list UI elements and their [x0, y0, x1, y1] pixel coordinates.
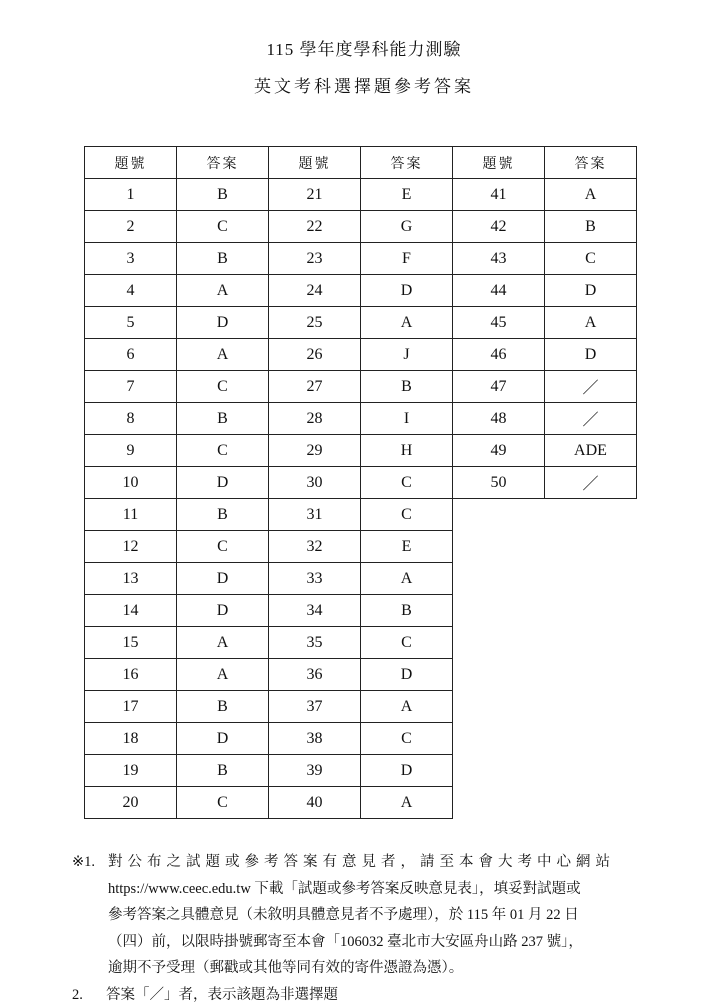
header-answer: 答案 [361, 147, 453, 179]
answer-table-body [85, 147, 637, 819]
note-2-marker: 2. [72, 982, 83, 1008]
question-number-cell [453, 563, 545, 595]
note-1-line-5: 逾期不予受理（郵戳或其他等同有效的寄件憑證為憑）。 [72, 955, 672, 982]
table-row [85, 499, 637, 531]
answer-cell: B [177, 243, 269, 275]
question-number-cell: 9 [85, 435, 177, 467]
note-1 [72, 849, 672, 982]
question-number-cell: 27 [269, 371, 361, 403]
question-number-cell: 11 [85, 499, 177, 531]
question-number-cell: 5 [85, 307, 177, 339]
answer-cell: B [361, 371, 453, 403]
notes-section [72, 849, 672, 1008]
table-row [85, 403, 637, 435]
note-1-line-4: （四）前，以限時掛號郵寄至本會「106032 臺北市大安區舟山路 237 號」， [72, 929, 672, 956]
question-number-cell: 18 [85, 723, 177, 755]
table-row [85, 627, 637, 659]
answer-cell [545, 787, 637, 819]
table-row [85, 531, 637, 563]
question-number-cell [453, 499, 545, 531]
answer-cell: B [361, 595, 453, 627]
question-number-cell [453, 723, 545, 755]
answer-cell: B [177, 691, 269, 723]
question-number-cell: 6 [85, 339, 177, 371]
table-header-row [85, 147, 637, 179]
question-number-cell: 25 [269, 307, 361, 339]
answer-cell [545, 595, 637, 627]
question-number-cell: 4 [85, 275, 177, 307]
table-row [85, 435, 637, 467]
answer-cell: ／ [545, 467, 637, 499]
answer-cell [545, 531, 637, 563]
answer-cell: ADE [545, 435, 637, 467]
question-number-cell: 43 [453, 243, 545, 275]
answer-cell: B [177, 755, 269, 787]
answer-cell: D [177, 723, 269, 755]
question-number-cell: 2 [85, 211, 177, 243]
table-row [85, 691, 637, 723]
question-number-cell: 37 [269, 691, 361, 723]
table-row [85, 787, 637, 819]
answer-cell: J [361, 339, 453, 371]
answer-cell: C [361, 723, 453, 755]
question-number-cell [453, 627, 545, 659]
answer-cell [545, 691, 637, 723]
table-row [85, 755, 637, 787]
answer-cell: D [177, 467, 269, 499]
question-number-cell: 32 [269, 531, 361, 563]
answer-cell: C [177, 531, 269, 563]
answer-cell: D [177, 563, 269, 595]
question-number-cell: 22 [269, 211, 361, 243]
question-number-cell: 47 [453, 371, 545, 403]
answer-cell: A [361, 787, 453, 819]
answer-cell: C [177, 787, 269, 819]
answer-cell [545, 563, 637, 595]
answer-cell: A [177, 659, 269, 691]
answer-cell [545, 627, 637, 659]
question-number-cell: 39 [269, 755, 361, 787]
question-number-cell: 1 [85, 179, 177, 211]
question-number-cell: 28 [269, 403, 361, 435]
answer-cell: A [361, 563, 453, 595]
question-number-cell: 49 [453, 435, 545, 467]
note-1-line-3: 參考答案之具體意見（未敘明具體意見者不予處理），於 115 年 01 月 22 日 [72, 902, 672, 929]
question-number-cell: 7 [85, 371, 177, 403]
question-number-cell: 13 [85, 563, 177, 595]
table-row [85, 563, 637, 595]
question-number-cell: 17 [85, 691, 177, 723]
question-number-cell: 19 [85, 755, 177, 787]
answer-cell: D [545, 275, 637, 307]
question-number-cell: 14 [85, 595, 177, 627]
answer-cell: E [361, 179, 453, 211]
answer-cell: A [545, 307, 637, 339]
answer-cell: G [361, 211, 453, 243]
question-number-cell: 36 [269, 659, 361, 691]
note-2-text: 答案「／」者，表示該題為非選擇題 [90, 982, 672, 1008]
answer-cell [545, 723, 637, 755]
answer-cell: ／ [545, 371, 637, 403]
header-answer: 答案 [177, 147, 269, 179]
question-number-cell: 21 [269, 179, 361, 211]
question-number-cell: 12 [85, 531, 177, 563]
answer-cell: D [361, 275, 453, 307]
header-question-number: 題號 [269, 147, 361, 179]
answer-cell [545, 659, 637, 691]
table-row [85, 307, 637, 339]
question-number-cell [453, 755, 545, 787]
question-number-cell [453, 659, 545, 691]
answer-cell: C [177, 435, 269, 467]
question-number-cell: 34 [269, 595, 361, 627]
question-number-cell: 29 [269, 435, 361, 467]
question-number-cell: 35 [269, 627, 361, 659]
question-number-cell [453, 531, 545, 563]
answer-cell: C [177, 371, 269, 403]
table-row [85, 723, 637, 755]
question-number-cell: 23 [269, 243, 361, 275]
table-row [85, 371, 637, 403]
note-1-marker: ※1. [72, 849, 95, 876]
answer-table [84, 146, 637, 819]
table-row [85, 339, 637, 371]
answer-cell: B [177, 499, 269, 531]
answer-cell: A [177, 275, 269, 307]
answer-cell: C [177, 211, 269, 243]
question-number-cell [453, 691, 545, 723]
question-number-cell: 15 [85, 627, 177, 659]
note-2 [72, 982, 672, 1008]
answer-cell: D [361, 659, 453, 691]
question-number-cell: 46 [453, 339, 545, 371]
answer-cell: B [545, 211, 637, 243]
table-row [85, 659, 637, 691]
table-row [85, 275, 637, 307]
answer-cell: B [177, 403, 269, 435]
question-number-cell: 3 [85, 243, 177, 275]
question-number-cell [453, 595, 545, 627]
answer-cell: A [177, 627, 269, 659]
header-question-number: 題號 [85, 147, 177, 179]
table-row [85, 179, 637, 211]
question-number-cell: 48 [453, 403, 545, 435]
answer-cell: C [361, 627, 453, 659]
question-number-cell: 44 [453, 275, 545, 307]
question-number-cell: 45 [453, 307, 545, 339]
answer-cell: A [361, 691, 453, 723]
question-number-cell: 50 [453, 467, 545, 499]
question-number-cell: 16 [85, 659, 177, 691]
answer-cell: A [545, 179, 637, 211]
answer-cell: B [177, 179, 269, 211]
answer-cell: D [177, 595, 269, 627]
question-number-cell: 20 [85, 787, 177, 819]
answer-cell [545, 755, 637, 787]
answer-cell: E [361, 531, 453, 563]
question-number-cell: 41 [453, 179, 545, 211]
question-number-cell: 24 [269, 275, 361, 307]
answer-cell: F [361, 243, 453, 275]
answer-cell: C [361, 467, 453, 499]
table-row [85, 467, 637, 499]
answer-cell: D [361, 755, 453, 787]
question-number-cell: 40 [269, 787, 361, 819]
question-number-cell: 8 [85, 403, 177, 435]
answer-cell: A [177, 339, 269, 371]
answer-cell: D [177, 307, 269, 339]
question-number-cell [453, 787, 545, 819]
question-number-cell: 42 [453, 211, 545, 243]
answer-cell: A [361, 307, 453, 339]
document-title: 115 學年度學科能力測驗 [0, 35, 728, 60]
note-1-line-2: https://www.ceec.edu.tw 下載「試題或參考答案反映意見表」，填妥對試題或 [72, 876, 672, 903]
document-subtitle: 英文考科選擇題參考答案 [0, 72, 728, 97]
answer-cell: C [361, 499, 453, 531]
answer-cell: I [361, 403, 453, 435]
answer-cell: C [545, 243, 637, 275]
header-question-number: 題號 [453, 147, 545, 179]
question-number-cell: 26 [269, 339, 361, 371]
note-1-line-1: 對公布之試題或參考答案有意見者，請至本會大考中心網站 [72, 849, 672, 876]
header-answer: 答案 [545, 147, 637, 179]
table-row [85, 211, 637, 243]
table-row [85, 595, 637, 627]
answer-cell: D [545, 339, 637, 371]
answer-cell: H [361, 435, 453, 467]
question-number-cell: 33 [269, 563, 361, 595]
question-number-cell: 31 [269, 499, 361, 531]
question-number-cell: 30 [269, 467, 361, 499]
question-number-cell: 10 [85, 467, 177, 499]
answer-cell: ／ [545, 403, 637, 435]
answer-cell [545, 499, 637, 531]
table-row [85, 243, 637, 275]
question-number-cell: 38 [269, 723, 361, 755]
